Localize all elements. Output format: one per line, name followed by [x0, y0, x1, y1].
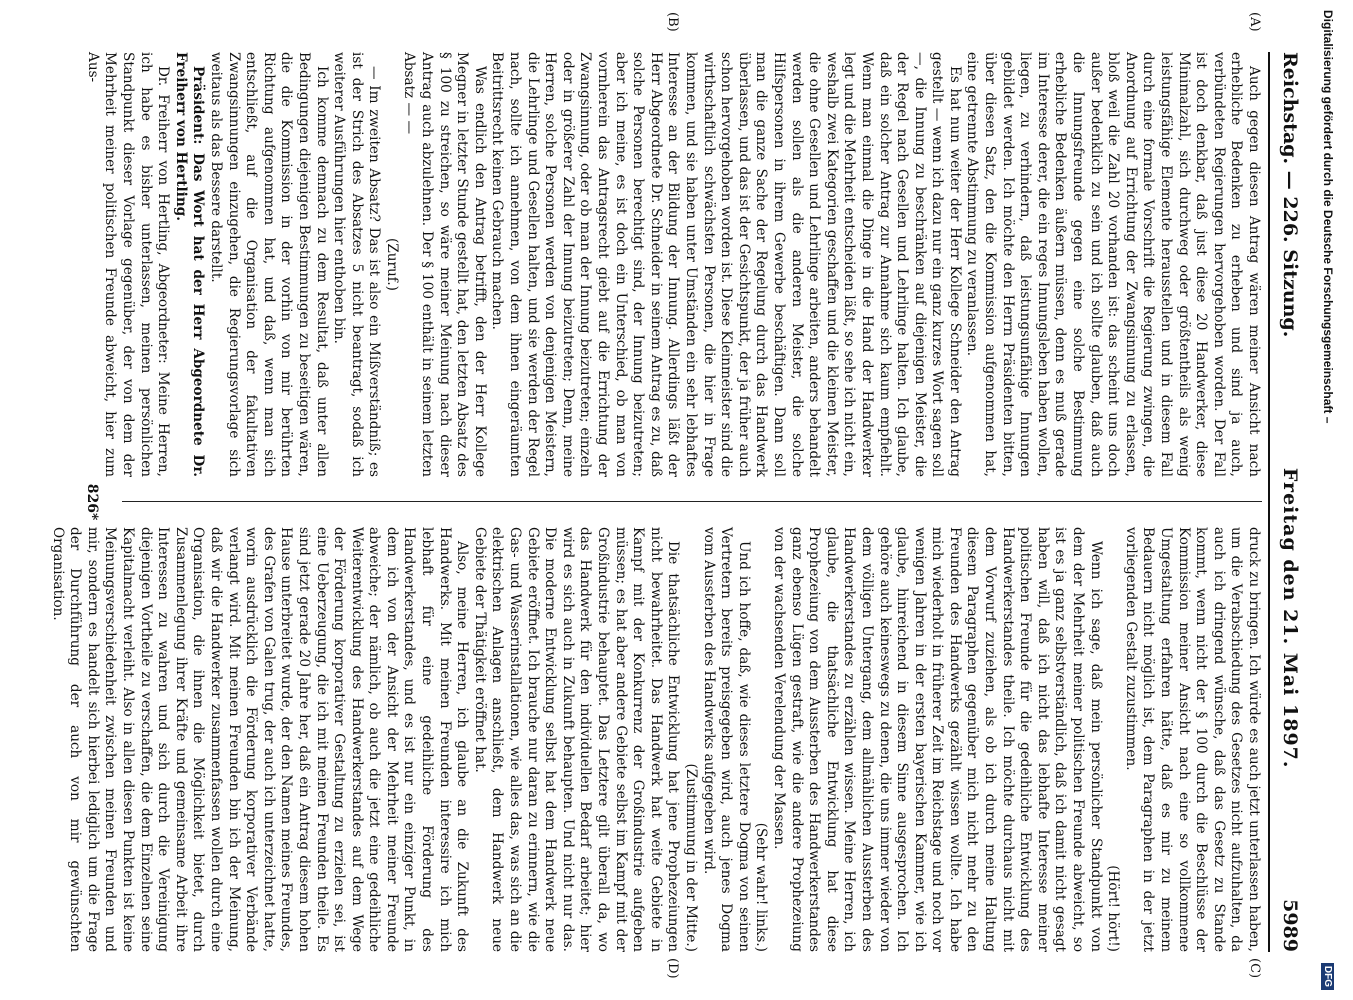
interjection: (Sehr wahr! links.) — [753, 822, 770, 952]
paragraph: Es hat nun weiter der Herr Kollege Schneider den Antrag gestellt — wenn ich dazu nur ein ganz kurzes Wort sagen soll —, die Innung zu beschränken auf diejenigen Meister, die der Regel nach Gesellen und Lehrlinge halten. Ich glaube, daß ein solcher Antrag zur Annahme sich kaum empfiehlt. Wenn man einmal die Dinge in die Hand der Handwerker legt und die Mehrheit entscheiden läßt, so sehe ich nicht ein, weshalb zwei Kategorien geschaffen und die kleinen Meister, die ohne Gesellen und Lehrlinge arbeiten, anders behandelt werden sollen als die anderen Meister, die solche Hilfspersonen in ihrem Gewerbe beschäftigen. Dann soll man die ganze Sache der Regelung durch das Handwerk überlassen, und das ist der Gesichtspunkt, der ja früher auch schon hervorgehoben worden ist. Diese Kleinmeister sind die wirthschaftlich schwächsten Personen, die hier in Frage kommen, und sie haben unter Umständen ein sehr lebhaftes Interesse an der Bildung der Innung. Allerdings läßt der Herr Abgeordnete Dr. Schneider in seinem Antrag es zu, daß solche Personen berechtigt sind, der Innung beizutreten; aber ich meine, es ist doch ein Unterschied, ob man von vornherein das Antragsrecht giebt auf die Errichtung der Zwangsinnung, oder ob man der Innung beizutreten; einzeln oder in größerer Zahl der Innung beizutreten; Denn, meine Herren, solche Personen werden von denjenigen Meistern, die Lehrlinge und Gesellen halten, und sie werden der Regel nach, sollte ich annehmen, von dem ihnen eingeräumten Beitrittsrecht keinen Gebrauch machen. — [489, 52, 963, 477]
paragraph: druck zu bringen. Ich würde es auch jetzt unterlassen haben, um die Verabschiedung des Gesetzes nicht aufzuhalten, da auch ich dringend wünsche, daß das Gesetz zu Stande kommt, wenn nicht der § 100 durch die Beschlüsse der Kommission meiner Ansicht nach eine so vollkommene Umgestaltung erfahren hätte, daß es mir zu meinem Bedauern nicht möglich ist, dem Paragraphen in der jetzt vorliegenden Gestalt zuzustimmen. — [1122, 527, 1262, 952]
left-column — [84, 52, 1262, 477]
dfg-badge: DFG — [1322, 963, 1335, 990]
paragraph: Was endlich den Antrag betrifft, den der Herr Kollege Megner in letzter Stunde gestellt hat, den letzten Absatz des § 100 zu streichen, so wäre meiner Meinung nach dieser Antrag auch abzulehnen. Der § 100 enthält in seinem letzten Absatz — — — [401, 52, 488, 477]
paragraph: Ich komme demnach zu dem Resultat, daß unter allen Bedingungen diejenigen Bestimmungen zu beseitigen wären, die die Kommission in der vorhin von mir berührten Richtung aufgenommen hat, und daß, wenn man sich entschließt, auf die Organisation der fakultativen Zwangsinnungen einzugehen, die Regierungsvorlage sich weitaus als das Bessere darstellt. — [207, 52, 330, 477]
header-left: Reichstag. — 226. Sitzung. — [1279, 52, 1301, 338]
interjection: (Hört! hört!) — [1105, 865, 1122, 952]
sheet-number: 826* — [84, 483, 100, 521]
paragraph: Auch gegen diesen Antrag wären meiner Ansicht nach erhebliche Bedenken zu erheben und sind ja auch, verbündeten Regierungen hervorgehoben worden. Der Fall ist doch denkbar, daß just diese 20 Handwerker, diese Minimalzahl, sich durchweg oder größtentheils als wenig leistungsfähige Elemente herausstellen und in diesem Fall durch eine formale Vorschrift die Regierung zwingen, die Anordnung auf Errichtung der Zwangsinnung zu erlassen, bloß weil die Zahl 20 vorhanden ist: das scheint uns doch außer bedenklich zu sein und ich sollte glauben, daß auch die Innungsfreunde gegen eine solche Bestimmung erhebliche Bedenken äußern müssen, denn es muß gerade im Interesse derer, die ein reges Innungsleben haben wollen, liegen, zu verhindern, daß leistungsunfähige Innungen gebildet werden. Ich möchte den Herrn Präsidenten bitten, über diesen Satz, den die Kommission aufgenommen hat, eine getrennte Abstimmung zu veranlassen. — [964, 52, 1262, 477]
margin-letter-b: (B) — [665, 12, 680, 32]
paragraph: — Im zweiten Absatz? Das ist also ein Mißverständniß; es ist der Strich des Absatzes 5 nicht beantragt, sodaß ich weiterer Ausführungen hier enthoben bin. — [331, 52, 383, 477]
header-date: Freitag den 21. Mai 1897. — [1279, 467, 1301, 769]
president-line: Präsident: Das Wort hat der Herr Abgeordnete Dr. Freiherr von Hertling. — [172, 52, 207, 477]
digitization-note: Digitalisierung gefördert durch die Deutsche Forschungsgemeinschaft – — [1321, 10, 1335, 424]
margin-letter-c: (C) — [1247, 958, 1262, 979]
page-header — [1268, 52, 1310, 952]
margin-letter-d: (D) — [665, 958, 680, 979]
rotated-page — [49, 12, 1310, 979]
paragraph: Die thatsächliche Entwicklung hat jene Prophezeiungen nicht bewahrheitet. Das Handwerk hat weite Gebiete in Kampf mit der Konkurrenz der Großindustrie aufgeben müssen; es hat aber andere Gebiete selbst im Kampf mit der Großindustrie behauptet. Das Letztere gilt überall da, wo das Handwerk für den individuellen Bedarf arbeitet; hier wird es sich auch in Zukunft behaupten. Und nicht nur das. Die moderne Entwicklung selbst hat dem Handwerk neue Gebiete eröffnet. Ich brauche nur daran zu erinnern, wie die Gas- und Wasserinstallationen, wie alles das, was sich an die elektrischen Anlagen anschließt, dem Handwerk neue Gebiete der Thätigkeit eröffnet hat. — [471, 527, 682, 952]
margin-letter-a: (A) — [1247, 12, 1262, 32]
speaker-paragraph: Dr. Freiherr von Hertling, Abgeordneter: Meine Herren, ich habe es bisher unterlassen, meinen persönlichen Standpunkt dieser Vorlage gegenüber, der von dem der Mehrheit meiner politischen Freunde abweicht, hier zum Aus- — [84, 52, 172, 477]
page-number: 5989 — [1279, 899, 1301, 952]
right-column — [49, 527, 1262, 952]
paragraph: Wenn ich sage, daß mein persönlicher Standpunkt von dem der Mehrheit meiner politischen Freunde abweicht, so ist es ja ganz selbstverständlich, daß ich damit nicht gesagt haben will, daß ich nicht das lebhafte Interesse meiner politischen Freunde für die gedeihliche Entwicklung des Handwerkerstandes theile. Ich möchte durchaus nicht mit dem Vorwurf zuziehen, als ob ich durch meine Haltung diesem Paragraphen gegenüber mich nicht mehr zu den Freunden des Handwerks gezählt wissen wollte. Ich habe mich wiederholt in früherer Zeit im Reichstage und noch vor wenigen Jahren in der ersten bayerischen Kammer, wie ich glaube, hinreichend in diesem Sinne ausgesprochen. Ich gehöre auch keineswegs zu denen, die uns immer wieder von dem völligen Untergang, dem allmählichen Aussterben des Handwerkerstandes zu erzählen wissen. Meine Herren, ich glaube, die thatsächliche Entwicklung hat diese Prophezeiung von dem Aussterben des Handwerkerstandes ganz ebenso Lügen gestraft, wie die andere Prophezeiung von der wachsenden Verelendung der Massen. — [770, 527, 1104, 952]
interjection: (Zuruf.) — [383, 238, 400, 291]
paragraph: Und ich hoffe, daß, wie dieses letztere Dogma von seinen Vertretern bereits preisgegeben wird, auch jenes Dogma vom Aussterben des Handwerks aufgegeben wird. — [700, 527, 752, 952]
column-divider — [122, 501, 1262, 502]
digitization-sidebar — [1320, 10, 1336, 990]
paragraph: Also, meine Herren, ich glaube an die Zukunft des Handwerks. Mit meinen Freunden interessire ich mich lebhaft für eine gedeihliche Förderung des Handwerkerstandes, und es ist nur ein einziger Punkt, in dem ich von der Ansicht der Mehrheit meiner Freunde abweiche; der nämlich, ob auch die jetzt eine gedeihliche Weiterentwicklung des Handwerkerstandes auf dem Wege der Förderung korporativer Gestaltung zu erzielen sei, ist eine Ueberzeugung, die ich mit meinen Freunden theile. Es sind jetzt gerade 20 Jahre her, daß ein Antrag diesem hohen Hause unterbreitet wurde, der den Namen meines Freundes, des Grafen von Galen trug, der auch ich unterzeichnet hatte, worin ausdrücklich die Förderung korporativer Verbände verlangt wird. Mit meinen Freunden bin ich der Meinung, daß wir die Handwerker zusammenfassen wollen durch eine Organisation, die ihnen die Möglichkeit bietet, durch Zusammenlegung ihrer Kräfte und gemeinsame Arbeit ihre Interessen zu wahren und sich durch die Vereinigung diejenigen Vortheile zu verschaffen, die dem Einzelnen seine Kapitalmacht verleiht. Also in allen diesen Punkten ist keine Meinungsverschiedenheit zwischen meinen Freunden und mir, sondern es handelt sich hierbei lediglich um die Frage der Durchführung der auch von mir gewünschten Organisation. — [49, 527, 471, 952]
interjection: (Zustimmung in der Mitte.) — [683, 763, 699, 952]
